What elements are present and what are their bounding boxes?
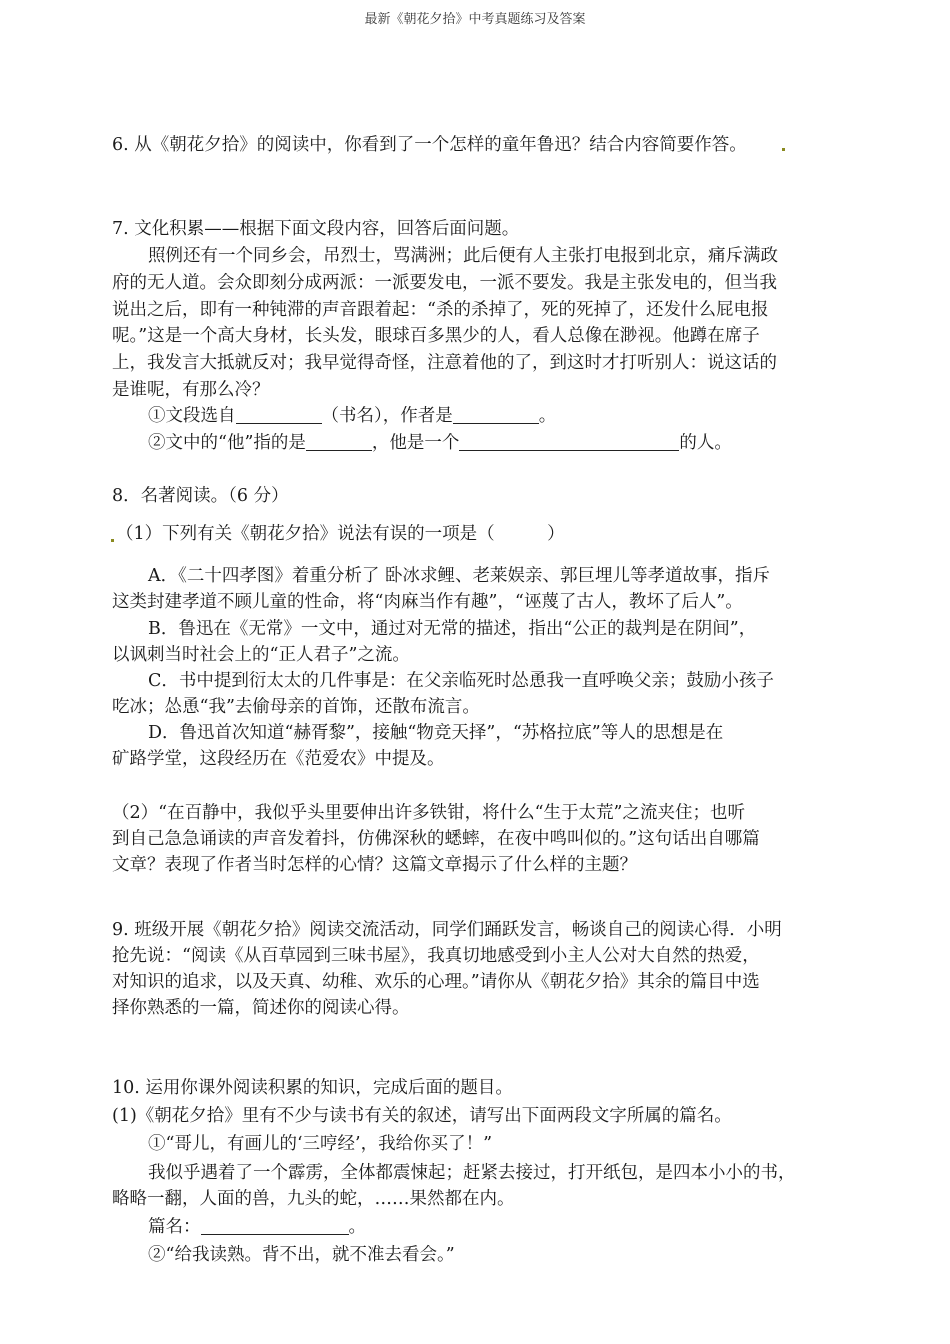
question-10-part-1: (1)《朝花夕拾》里有不少与读书有关的叙述，请写出下面两段文字所属的篇名。 [112, 1106, 732, 1126]
question-7-title: 7. 文化积累——根据下面文段内容，回答后面问题。 [112, 219, 520, 239]
passage-line: 说出之后，即有一种钝滞的声音跟着起：“杀的杀掉了，死的死掉了，还发什么屁电报 [112, 300, 769, 320]
question-10-title: 10. 运用你课外阅读积累的知识，完成后面的题目。 [112, 1078, 513, 1098]
passage-line: 是谁呢，有那么冷？ [112, 380, 270, 400]
question-9-cont: 对知识的追求，以及天真、幼稚、欢乐的心理。”请你从《朝花夕拾》其余的篇目中选 [112, 972, 760, 992]
passage-line: 上，我发言大抵就反对；我早觉得奇怪，注意着他的了，到这时才打听别人：说这话的 [112, 353, 777, 373]
question-8-part-2-cont: 文章？表现了作者当时怎样的心情？这篇文章揭示了什么样的主题？ [112, 855, 637, 875]
author-blank[interactable] [453, 405, 539, 424]
title-answer-line [148, 1214, 842, 1240]
option-b-cont: 以讽刺当时社会上的“正人君子”之流。 [112, 645, 410, 665]
page-header: 最新《朝花夕拾》中考真题练习及答案 [364, 12, 586, 27]
person-blank[interactable] [306, 432, 372, 451]
option-d-cont: 矿路学堂，这段经历在《范爱农》中提及。 [112, 749, 445, 769]
option-c: C．书中提到衍太太的几件事是：在父亲临死时怂恿我一直呼唤父亲；鼓励小孩子 [148, 671, 774, 691]
stray-mark [111, 539, 114, 542]
subquestion-2 [148, 430, 842, 456]
question-8-title: 8．名著阅读。（6 分） [112, 486, 289, 506]
passage-line: 照例还有一个同乡会，吊烈士，骂满洲；此后便有人主张打电报到北京，痛斥满政 [148, 246, 778, 266]
title-label: 篇名： [148, 1217, 201, 1237]
quote-2: ②“给我读熟。背不出，就不准去看会。” [148, 1245, 455, 1265]
question-8-part-1: （1）下列有关《朝花夕拾》说法有误的一项是（ ） [116, 524, 565, 544]
description-blank[interactable] [459, 432, 679, 451]
question-8-part-2-cont: 到自己急急诵读的声音发着抖，仿佛深秋的蟋蟀，在夜中鸣叫似的。”这句话出自哪篇 [112, 829, 760, 849]
option-d: D．鲁迅首次知道“赫胥黎”，接触“物竞天择”，“苏格拉底”等人的思想是在 [148, 723, 724, 743]
title-blank[interactable] [201, 1216, 349, 1235]
option-a-cont: 这类封建孝道不顾儿童的性命，将“肉麻当作有趣”，“诬蔑了古人，教坏了后人”。 [112, 592, 743, 612]
question-9-cont: 择你熟悉的一篇，简述你的阅读心得。 [112, 998, 410, 1018]
subquestion-1-text-c: 。 [538, 406, 557, 426]
subquestion-2-text-c: 的人。 [679, 433, 732, 453]
title-end: 。 [348, 1217, 366, 1237]
book-name-blank[interactable] [236, 405, 322, 424]
subquestion-1-text-b: （书名），作者是 [321, 406, 453, 426]
subquestion-1-text-a: ①文段选自 [148, 406, 236, 426]
option-a: A．《二十四孝图》着重分析了 卧冰求鲤、老莱娱亲、郭巨埋儿等孝道故事，指斥 [148, 566, 770, 586]
option-c-cont: 吃冰；怂恿“我”去偷母亲的首饰，还散布流言。 [112, 697, 480, 717]
subquestion-2-text-b: ，他是一个 [371, 433, 460, 453]
quote-1-cont: 略略一翻，人面的兽，九头的蛇，……果然都在内。 [112, 1189, 515, 1209]
question-6: 6. 从《朝花夕拾》的阅读中，你看到了一个怎样的童年鲁迅？结合内容简要作答。 [112, 135, 747, 155]
passage-line: 府的无人道。会众即刻分成两派：一派要发电，一派不要发。我是主张发电的，但当我 [112, 273, 777, 293]
quote-1: ①“哥儿，有画儿的‘三哼经’，我给你买了！” [148, 1134, 493, 1154]
question-9: 9. 班级开展《朝花夕拾》阅读交流活动，同学们踊跃发言，畅谈自己的阅读心得．小明 [112, 920, 782, 940]
question-8-part-2: （2）“在百静中，我似乎头里要伸出许多铁钳，将什么“生于太荒”之流夹住；也听 [112, 803, 745, 823]
quote-1-cont: 我似乎遇着了一个霹雳，全体都震悚起；赶紧去接过，打开纸包，是四本小小的书， [148, 1163, 796, 1183]
subquestion-2-text-a: ②文中的“他”指的是 [148, 433, 306, 453]
question-9-cont: 抢先说：“阅读《从百草园到三味书屋》，我真切地感受到小主人公对大自然的热爱， [112, 946, 760, 966]
stray-mark [782, 148, 785, 151]
subquestion-1 [148, 403, 842, 429]
option-b: B．鲁迅在《无常》一文中，通过对无常的描述，指出“公正的裁判是在阴间”， [148, 619, 757, 639]
passage-line: 呢。”这是一个高大身材，长头发，眼球百多黑少的人，看人总像在渺视。他蹲在席子 [112, 326, 760, 346]
